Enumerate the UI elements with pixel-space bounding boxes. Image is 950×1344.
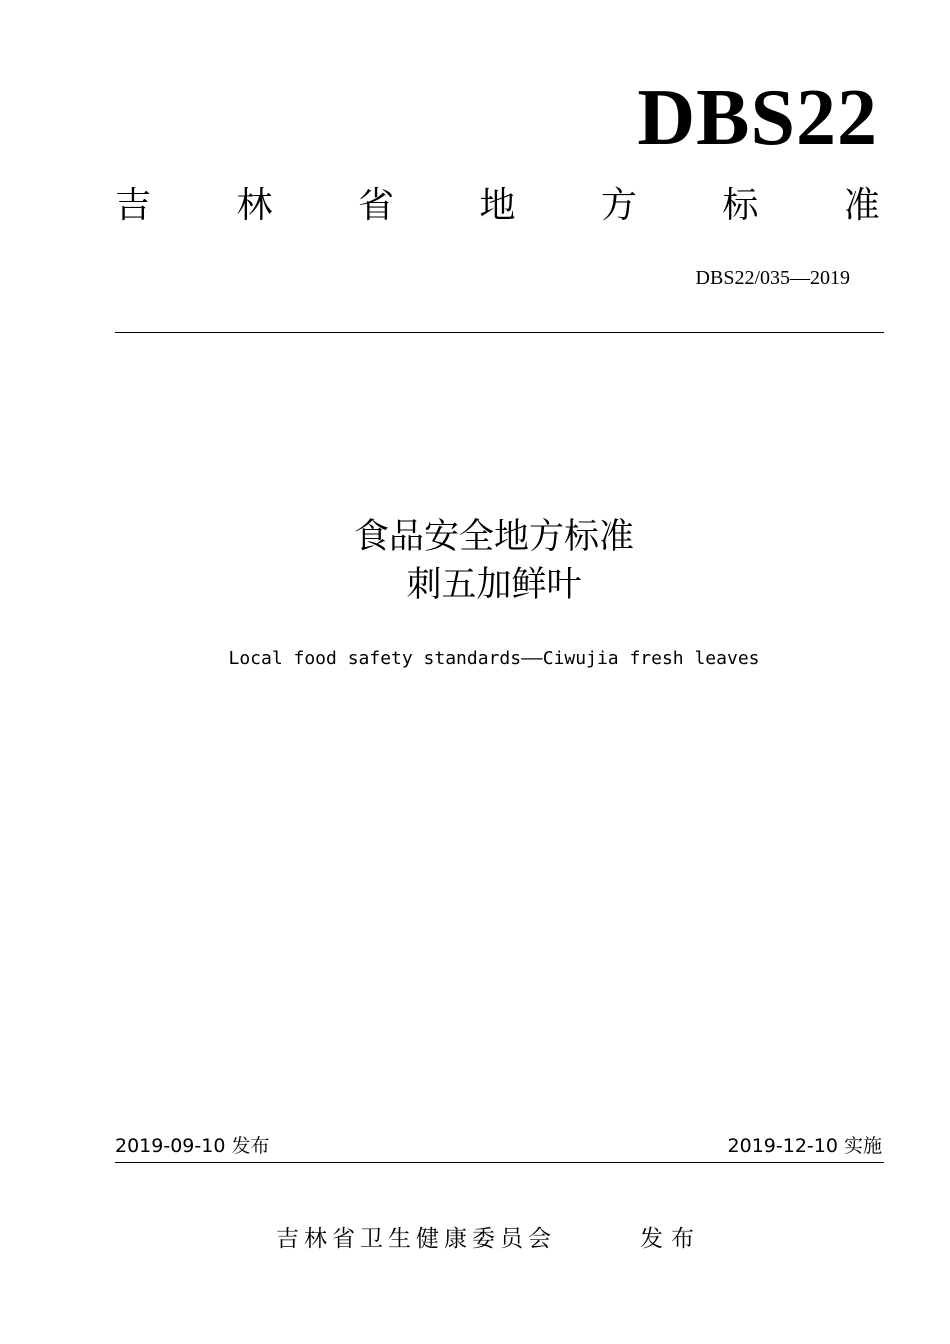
standard-type-char: 标 — [722, 185, 759, 226]
document-subtitle: 刺五加鲜叶 — [406, 565, 582, 605]
standard-type-char: 方 — [600, 185, 637, 226]
standard-code-mark: DBS22 — [637, 74, 878, 162]
standard-type-char: 地 — [479, 185, 516, 226]
standard-type-char: 准 — [843, 185, 880, 226]
header-divider — [115, 332, 884, 333]
issuing-authority: 吉林省卫生健康委员会 — [276, 1226, 556, 1252]
footer-divider — [115, 1162, 884, 1163]
issue-date: 2019-09-10 发布 — [115, 1135, 270, 1157]
standard-number: DBS22/035—2019 — [695, 267, 850, 289]
standard-type-heading — [115, 185, 880, 226]
english-title: Local food safety standards——Ciwujia fresh leaves — [228, 648, 760, 669]
standard-type-char: 省 — [357, 185, 394, 226]
document-title: 食品安全地方标准 — [353, 517, 634, 557]
issue-action-label: 发布 — [640, 1226, 702, 1252]
implementation-date: 2019-12-10 实施 — [727, 1135, 882, 1157]
standard-type-char: 林 — [236, 185, 273, 226]
standard-type-char: 吉 — [115, 185, 152, 226]
